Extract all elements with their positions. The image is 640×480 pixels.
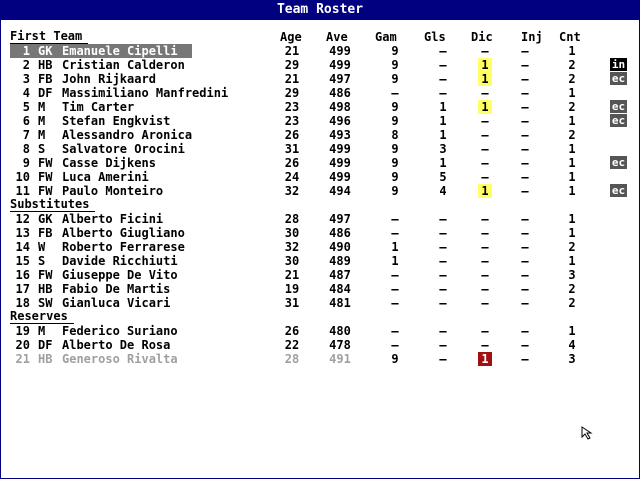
stat-cnt: 3 xyxy=(568,352,576,366)
player-number: 7 xyxy=(22,128,30,142)
player-status-badge xyxy=(610,170,627,183)
stat-gam: 9 xyxy=(391,184,399,198)
player-position: DF xyxy=(38,338,53,352)
player-number: 19 xyxy=(15,324,30,338)
stat-ave: 499 xyxy=(329,142,351,156)
player-position: M xyxy=(38,100,46,114)
stat-gls: – xyxy=(439,240,447,254)
stat-gls: – xyxy=(439,352,447,366)
col-header-ave[interactable]: Ave xyxy=(326,30,348,44)
player-number: 18 xyxy=(15,296,30,310)
player-row[interactable] xyxy=(0,44,640,58)
stat-ave: 487 xyxy=(329,268,351,282)
stat-gls: – xyxy=(439,44,447,58)
player-name: Stefan Engkvist xyxy=(62,114,171,128)
stat-cnt: 1 xyxy=(568,212,576,226)
mouse-pointer-icon xyxy=(581,426,593,440)
player-position: HB xyxy=(38,352,53,366)
stat-inj: – xyxy=(521,86,529,100)
player-position: FW xyxy=(38,184,53,198)
stat-age: 19 xyxy=(284,282,300,296)
player-number: 15 xyxy=(15,254,30,268)
stat-gls: – xyxy=(439,226,447,240)
player-position: FW xyxy=(38,170,53,184)
player-number: 20 xyxy=(15,338,30,352)
stat-gam: 1 xyxy=(391,240,399,254)
player-row[interactable] xyxy=(0,184,640,198)
stat-gam: – xyxy=(391,338,399,352)
stat-dic: – xyxy=(481,212,489,226)
player-name: Alessandro Aronica xyxy=(62,128,193,142)
stat-dic: – xyxy=(481,254,489,268)
stat-cnt: 1 xyxy=(568,44,576,58)
stat-gam: 9 xyxy=(391,142,399,156)
stat-ave: 499 xyxy=(329,156,351,170)
stat-gam: 9 xyxy=(391,156,399,170)
player-name: Fabio De Martis xyxy=(62,282,171,296)
stat-age: 31 xyxy=(284,142,300,156)
window-title: Team Roster xyxy=(0,0,640,20)
player-position: HB xyxy=(38,282,53,296)
player-number: 8 xyxy=(22,142,30,156)
stat-ave: 497 xyxy=(329,212,351,226)
stat-gam: – xyxy=(391,268,399,282)
player-number: 5 xyxy=(22,100,30,114)
stat-inj: – xyxy=(521,324,529,338)
stat-age: 21 xyxy=(284,72,300,86)
player-name: Paulo Monteiro xyxy=(62,184,164,198)
stat-cnt: 1 xyxy=(568,170,576,184)
player-status-badge[interactable]: ec xyxy=(611,72,626,85)
stat-gam: 9 xyxy=(391,170,399,184)
stat-dic: – xyxy=(481,44,489,58)
player-position: FB xyxy=(38,226,53,240)
player-name: Tim Carter xyxy=(62,100,135,114)
stat-inj: – xyxy=(521,352,529,366)
player-position: FB xyxy=(38,72,53,86)
stat-ave: 484 xyxy=(329,282,351,296)
stat-inj: – xyxy=(521,240,529,254)
stat-ave: 480 xyxy=(329,324,351,338)
stat-cnt: 1 xyxy=(568,184,576,198)
stat-inj: – xyxy=(521,226,529,240)
player-name: Gianluca Vicari xyxy=(62,296,171,310)
player-number: 12 xyxy=(15,212,30,226)
stat-inj: – xyxy=(521,142,529,156)
stat-ave: 496 xyxy=(329,114,351,128)
stat-cnt: 1 xyxy=(568,142,576,156)
player-position: HB xyxy=(38,58,53,72)
stat-cnt: 3 xyxy=(568,268,576,282)
stat-dic: 1 xyxy=(478,352,492,366)
stat-gam: – xyxy=(391,226,399,240)
player-row[interactable] xyxy=(0,324,640,338)
player-number: 16 xyxy=(15,268,30,282)
stat-gam: 9 xyxy=(391,100,399,114)
player-status-badge xyxy=(610,324,627,337)
player-position: GK xyxy=(38,44,53,58)
player-row[interactable] xyxy=(0,86,640,100)
stat-cnt: 1 xyxy=(568,324,576,338)
stat-inj: – xyxy=(521,184,529,198)
player-status-badge xyxy=(610,338,627,351)
stat-gls: – xyxy=(439,254,447,268)
player-position: FW xyxy=(38,156,53,170)
stat-dic: – xyxy=(481,86,489,100)
player-position: S xyxy=(38,254,46,268)
player-row[interactable] xyxy=(0,338,640,352)
stat-gam: 1 xyxy=(391,254,399,268)
player-number: 2 xyxy=(22,58,30,72)
stat-cnt: 2 xyxy=(568,282,576,296)
player-row[interactable] xyxy=(0,128,640,142)
player-name: Alberto Giugliano xyxy=(62,226,185,240)
player-name: Luca Amerini xyxy=(62,170,149,184)
stat-gls: – xyxy=(439,212,447,226)
stat-dic: 1 xyxy=(478,72,492,86)
stat-gam: 9 xyxy=(391,44,399,58)
player-row[interactable] xyxy=(0,240,640,254)
player-number: 21 xyxy=(15,352,30,366)
player-name: John Rijkaard xyxy=(62,72,156,86)
player-status-badge xyxy=(610,44,627,57)
player-position: FW xyxy=(38,268,53,282)
stat-ave: 499 xyxy=(329,58,351,72)
stat-gam: 9 xyxy=(391,352,399,366)
player-name: Alberto De Rosa xyxy=(62,338,171,352)
stat-dic: – xyxy=(481,338,489,352)
player-number: 3 xyxy=(22,72,30,86)
player-position: M xyxy=(38,128,46,142)
player-status-badge[interactable]: ec xyxy=(611,184,626,197)
player-number: 13 xyxy=(15,226,30,240)
stat-age: 21 xyxy=(284,268,300,282)
stat-ave: 491 xyxy=(329,352,351,366)
col-header-cnt[interactable]: Cnt xyxy=(559,30,581,44)
player-row[interactable] xyxy=(0,100,640,114)
player-status-badge xyxy=(610,226,627,239)
player-name: Giuseppe De Vito xyxy=(62,268,178,282)
player-row[interactable] xyxy=(0,114,640,128)
player-status-badge[interactable]: ec xyxy=(611,114,626,127)
stat-ave: 490 xyxy=(329,240,351,254)
player-row[interactable] xyxy=(0,268,640,282)
stat-inj: – xyxy=(521,170,529,184)
stat-age: 22 xyxy=(284,338,300,352)
stat-dic: – xyxy=(481,156,489,170)
stat-inj: – xyxy=(521,254,529,268)
stat-ave: 489 xyxy=(329,254,351,268)
stat-gam: – xyxy=(391,86,399,100)
player-row[interactable] xyxy=(0,170,640,184)
stat-gls: 5 xyxy=(439,170,447,184)
section-heading: Substitutes xyxy=(10,198,95,212)
stat-age: 32 xyxy=(284,240,300,254)
stat-age: 29 xyxy=(284,86,300,100)
player-position: M xyxy=(38,324,46,338)
stat-cnt: 2 xyxy=(568,58,576,72)
stat-gam: 8 xyxy=(391,128,399,142)
stat-gam: 9 xyxy=(391,72,399,86)
player-status-badge xyxy=(610,212,627,225)
player-row[interactable] xyxy=(0,58,640,72)
stat-dic: – xyxy=(481,282,489,296)
stat-cnt: 1 xyxy=(568,254,576,268)
stat-gam: – xyxy=(391,296,399,310)
stat-age: 23 xyxy=(284,114,300,128)
stat-gls: – xyxy=(439,86,447,100)
stat-dic: – xyxy=(481,268,489,282)
player-name: Salvatore Orocini xyxy=(62,142,185,156)
stat-ave: 497 xyxy=(329,72,351,86)
stat-gls: – xyxy=(439,268,447,282)
stat-ave: 494 xyxy=(329,184,351,198)
stat-gam: – xyxy=(391,282,399,296)
stat-age: 30 xyxy=(284,254,300,268)
player-number: 14 xyxy=(15,240,30,254)
player-name: Massimiliano Manfredini xyxy=(62,86,229,100)
stat-age: 21 xyxy=(284,44,300,58)
stat-dic: – xyxy=(481,296,489,310)
stat-age: 26 xyxy=(284,156,300,170)
player-row[interactable] xyxy=(0,72,640,86)
stat-ave: 478 xyxy=(329,338,351,352)
stat-cnt: 2 xyxy=(568,100,576,114)
stat-cnt: 2 xyxy=(568,240,576,254)
player-number: 10 xyxy=(15,170,30,184)
player-name: Federico Suriano xyxy=(62,324,178,338)
player-row[interactable] xyxy=(0,352,640,366)
stat-gam: – xyxy=(391,212,399,226)
stat-gls: – xyxy=(439,58,447,72)
stat-age: 29 xyxy=(284,58,300,72)
col-header-inj[interactable]: Inj xyxy=(521,30,543,44)
player-row[interactable] xyxy=(0,296,640,310)
stat-ave: 493 xyxy=(329,128,351,142)
player-name: Generoso Rivalta xyxy=(62,352,178,366)
stat-gls: 1 xyxy=(439,156,447,170)
stat-inj: – xyxy=(521,114,529,128)
stat-inj: – xyxy=(521,282,529,296)
stat-cnt: 1 xyxy=(568,86,576,100)
stat-dic: – xyxy=(481,324,489,338)
player-row[interactable] xyxy=(0,156,640,170)
col-header-gam[interactable]: Gam xyxy=(375,30,397,44)
stat-age: 32 xyxy=(284,184,300,198)
stat-inj: – xyxy=(521,100,529,114)
player-row[interactable] xyxy=(0,254,640,268)
stat-gls: 1 xyxy=(439,100,447,114)
stat-cnt: 2 xyxy=(568,72,576,86)
stat-inj: – xyxy=(521,296,529,310)
player-status-badge[interactable]: in xyxy=(611,58,626,71)
stat-inj: – xyxy=(521,44,529,58)
stat-inj: – xyxy=(521,128,529,142)
stat-age: 23 xyxy=(284,100,300,114)
stat-gls: – xyxy=(439,324,447,338)
player-row[interactable] xyxy=(0,212,640,226)
stat-ave: 499 xyxy=(329,44,351,58)
stat-ave: 499 xyxy=(329,170,351,184)
stat-dic: – xyxy=(481,128,489,142)
player-row[interactable] xyxy=(0,226,640,240)
stat-cnt: 1 xyxy=(568,156,576,170)
player-status-badge xyxy=(610,296,627,309)
stat-inj: – xyxy=(521,156,529,170)
stat-inj: – xyxy=(521,338,529,352)
stat-ave: 498 xyxy=(329,100,351,114)
stat-gls: 1 xyxy=(439,114,447,128)
stat-dic: – xyxy=(481,240,489,254)
stat-age: 30 xyxy=(284,226,300,240)
stat-cnt: 2 xyxy=(568,128,576,142)
player-name: Emanuele Cipelli xyxy=(62,44,178,58)
stat-age: 26 xyxy=(284,128,300,142)
player-position: GK xyxy=(38,212,53,226)
col-header-dic[interactable]: Dic xyxy=(471,30,493,44)
player-name: Davide Ricchiuti xyxy=(62,254,178,268)
player-status-badge xyxy=(610,142,627,155)
player-number: 11 xyxy=(15,184,30,198)
player-position: M xyxy=(38,114,46,128)
stat-dic: – xyxy=(481,114,489,128)
stat-dic: 1 xyxy=(478,58,492,72)
stat-inj: – xyxy=(521,72,529,86)
player-position: W xyxy=(38,240,46,254)
player-row[interactable] xyxy=(0,142,640,156)
stat-gls: 4 xyxy=(439,184,447,198)
stat-age: 28 xyxy=(284,212,300,226)
player-position: S xyxy=(38,142,46,156)
stat-cnt: 1 xyxy=(568,114,576,128)
player-status-badge xyxy=(610,268,627,281)
stat-dic: – xyxy=(481,226,489,240)
stat-dic: – xyxy=(481,142,489,156)
player-status-badge xyxy=(610,282,627,295)
stat-gls: – xyxy=(439,72,447,86)
col-header-age[interactable]: Age xyxy=(280,30,302,44)
stat-gam: – xyxy=(391,324,399,338)
stat-gls: – xyxy=(439,296,447,310)
stat-gls: – xyxy=(439,282,447,296)
stat-inj: – xyxy=(521,212,529,226)
section-heading: First Team xyxy=(10,30,88,44)
stat-dic: 1 xyxy=(478,100,492,114)
stat-inj: – xyxy=(521,268,529,282)
stat-gls: 3 xyxy=(439,142,447,156)
player-name: Cristian Calderon xyxy=(62,58,185,72)
stat-age: 26 xyxy=(284,324,300,338)
player-number: 1 xyxy=(22,44,30,58)
stat-gls: – xyxy=(439,338,447,352)
stat-ave: 481 xyxy=(329,296,351,310)
section-heading: Reserves xyxy=(10,310,74,324)
stat-cnt: 4 xyxy=(568,338,576,352)
player-number: 6 xyxy=(22,114,30,128)
player-name: Alberto Ficini xyxy=(62,212,164,226)
player-status-badge[interactable]: ec xyxy=(611,100,626,113)
stat-inj: – xyxy=(521,58,529,72)
stat-dic: – xyxy=(481,170,489,184)
player-status-badge[interactable]: ec xyxy=(611,156,626,169)
player-status-badge xyxy=(610,86,627,99)
player-number: 17 xyxy=(15,282,30,296)
stat-ave: 486 xyxy=(329,226,351,240)
player-status-badge xyxy=(610,254,627,267)
player-number: 9 xyxy=(22,156,30,170)
stat-gls: 1 xyxy=(439,128,447,142)
stat-cnt: 2 xyxy=(568,296,576,310)
stat-cnt: 1 xyxy=(568,226,576,240)
player-status-badge xyxy=(610,128,627,141)
player-number: 4 xyxy=(22,86,30,100)
col-header-gls[interactable]: Gls xyxy=(424,30,446,44)
stat-dic: 1 xyxy=(478,184,492,198)
player-status-badge xyxy=(610,240,627,253)
player-position: SW xyxy=(38,296,53,310)
player-name: Roberto Ferrarese xyxy=(62,240,185,254)
player-row[interactable] xyxy=(0,282,640,296)
player-status-badge xyxy=(610,352,627,365)
stat-age: 24 xyxy=(284,170,300,184)
player-position: DF xyxy=(38,86,53,100)
stat-age: 28 xyxy=(284,352,300,366)
stat-ave: 486 xyxy=(329,86,351,100)
stat-age: 31 xyxy=(284,296,300,310)
stat-gam: 9 xyxy=(391,114,399,128)
stat-gam: 9 xyxy=(391,58,399,72)
player-name: Casse Dijkens xyxy=(62,156,156,170)
